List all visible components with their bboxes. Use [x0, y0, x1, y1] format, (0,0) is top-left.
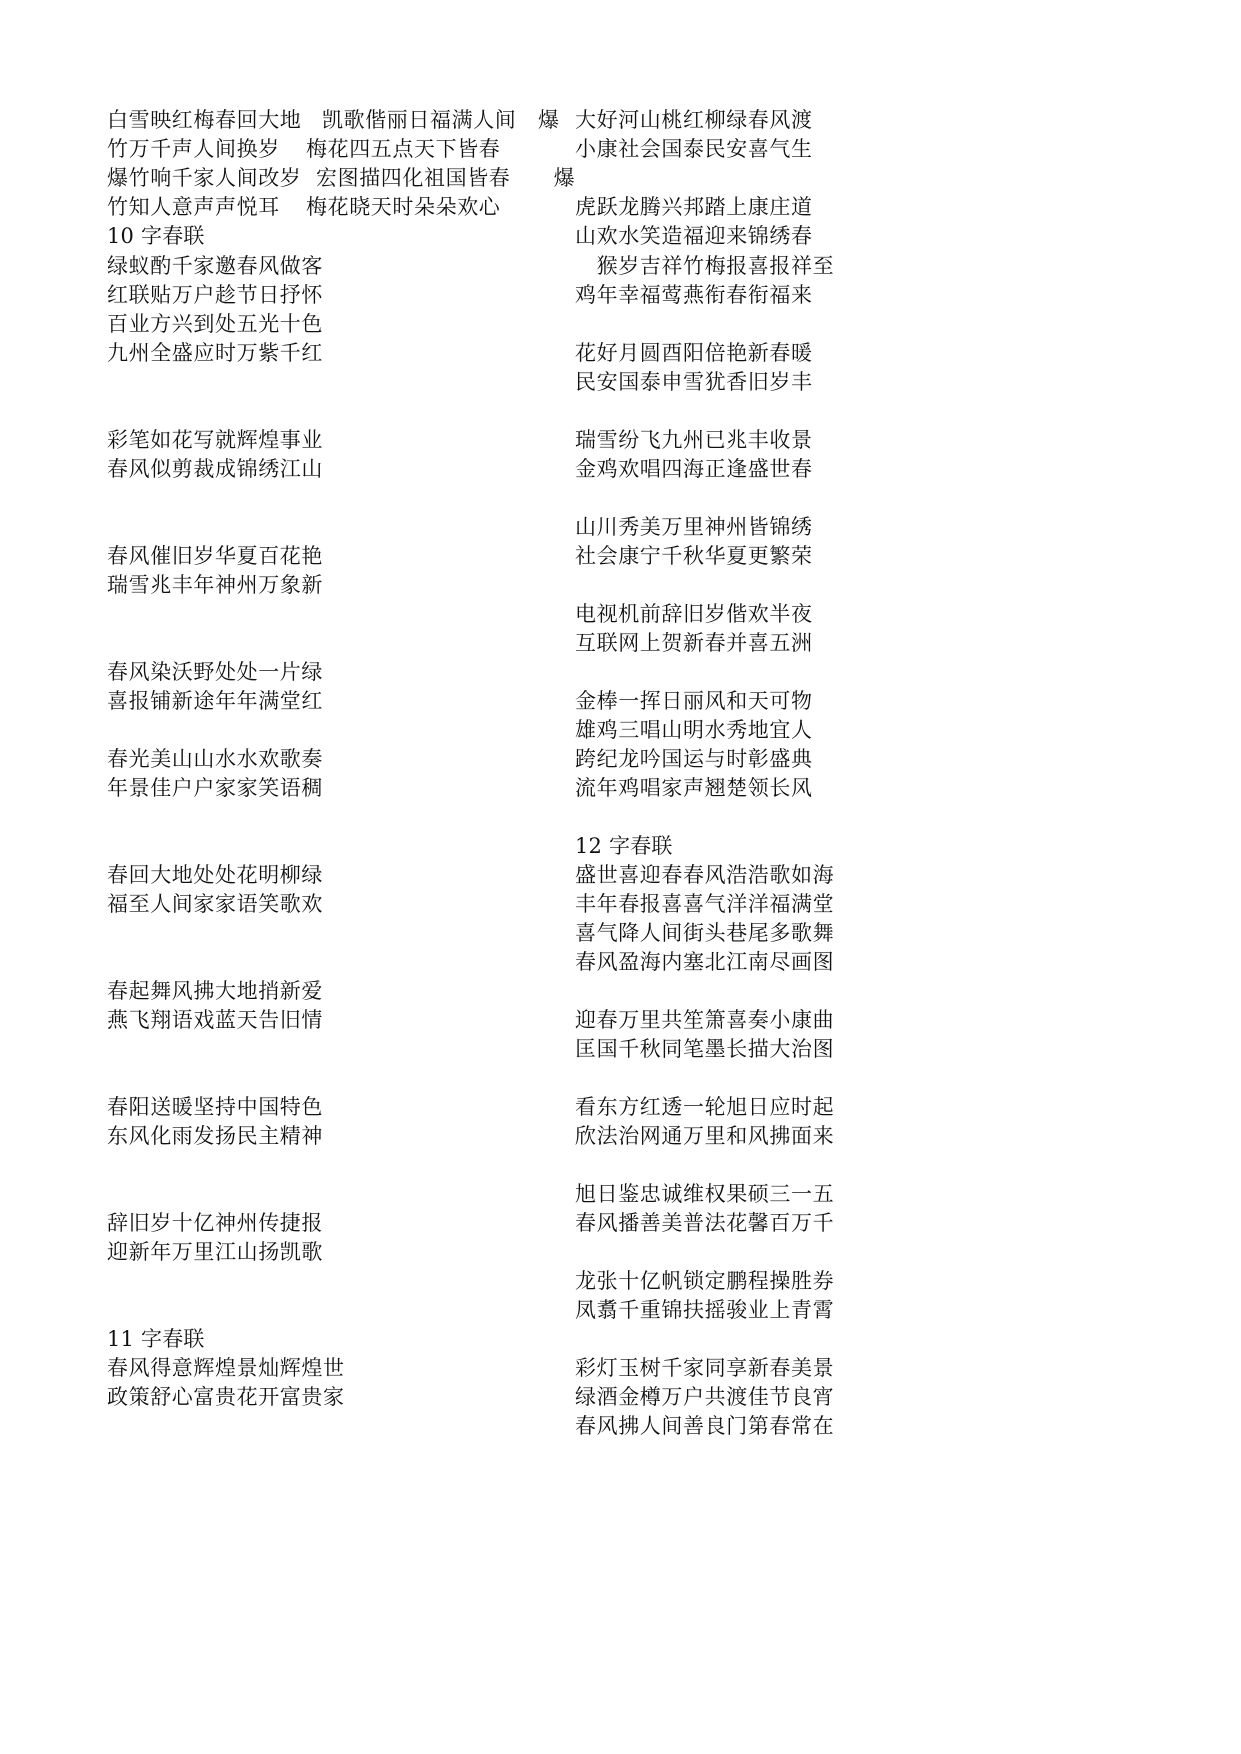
couplet-line: 绿酒金樽万户共渡佳节良宵	[575, 1385, 835, 1409]
couplet-line: 喜报铺新途年年满堂红	[107, 689, 323, 713]
text-line: 爆竹响千家人间改岁	[107, 166, 302, 190]
couplet-line: 绿蚁酌千家邀春风做客	[107, 254, 323, 278]
couplet-line: 小康社会国泰民安喜气生	[575, 137, 813, 161]
couplet-line: 福至人间家家语笑歌欢	[107, 892, 323, 916]
couplet-line: 山欢水笑造福迎来锦绣春	[575, 224, 813, 248]
couplet-line: 政策舒心富贵花开富贵家	[107, 1385, 345, 1409]
couplet-line: 旭日鉴忠诚维权果硕三一五	[575, 1182, 835, 1206]
couplet-line: 匡国千秋同笔墨长描大治图	[575, 1037, 835, 1061]
couplet-line: 雄鸡三唱山明水秀地宜人	[575, 718, 813, 742]
text-line: 白雪映红梅春回大地	[107, 108, 302, 132]
couplet-line: 社会康宁千秋华夏更繁荣	[575, 544, 813, 568]
couplet-line: 凤翥千重锦扶摇骏业上青霄	[575, 1298, 835, 1322]
couplet-line: 金棒一挥日丽风和天可物	[575, 689, 813, 713]
couplet-line: 春风播善美普法花馨百万千	[575, 1211, 835, 1235]
couplet-line: 欣法治网通万里和风拂面来	[575, 1124, 835, 1148]
couplet-line: 看东方红透一轮旭日应时起	[575, 1095, 835, 1119]
couplet-line: 彩笔如花写就辉煌事业	[107, 428, 323, 452]
couplet-line: 春光美山山水水欢歌奏	[107, 747, 323, 771]
couplet-line: 瑞雪纷飞九州已兆丰收景	[575, 428, 813, 452]
text-line: 竹知人意声声悦耳	[107, 195, 280, 219]
couplet-line: 丰年春报喜喜气洋洋福满堂	[575, 892, 835, 916]
couplet-line: 山川秀美万里神州皆锦绣	[575, 515, 813, 539]
couplet-line: 电视机前辞旧岁偕欢半夜	[575, 602, 813, 626]
couplet-line: 东风化雨发扬民主精神	[107, 1124, 323, 1148]
text-line: 竹万千声人间换岁	[107, 137, 280, 161]
couplet-line: 民安国泰申雪犹香旧岁丰	[575, 370, 813, 394]
couplet-line: 鸡年幸福莺燕衔春衔福来	[575, 283, 813, 307]
couplet-line: 迎新年万里江山扬凯歌	[107, 1240, 323, 1264]
couplet-line: 春风拂人间善良门第春常在	[575, 1414, 835, 1438]
couplet-line: 百业方兴到处五光十色	[107, 312, 323, 336]
couplet-line: 龙张十亿帆锁定鹏程操胜券	[575, 1269, 835, 1293]
couplet-line: 迎春万里共笙箫喜奏小康曲	[575, 1008, 835, 1032]
couplet-line: 跨纪龙吟国运与时彰盛典	[575, 747, 813, 771]
couplet-line: 春起舞风拂大地捎新爱	[107, 979, 323, 1003]
couplet-line: 春风催旧岁华夏百花艳	[107, 544, 323, 568]
text-line: 凯歌偕丽日福满人间 爆	[322, 108, 560, 132]
couplet-line: 金鸡欢唱四海正逢盛世春	[575, 457, 813, 481]
couplet-line: 春风得意辉煌景灿辉煌世	[107, 1356, 345, 1380]
couplet-line: 辞旧岁十亿神州传捷报	[107, 1211, 323, 1235]
couplet-line: 猴岁吉祥竹梅报喜报祥至	[575, 254, 835, 278]
couplet-line: 春回大地处处花明柳绿	[107, 863, 323, 887]
couplet-line: 大好河山桃红柳绿春风渡	[575, 108, 813, 132]
couplet-line: 瑞雪兆丰年神州万象新	[107, 573, 323, 597]
couplet-line: 春风盈海内塞北江南尽画图	[575, 950, 835, 974]
couplet-line: 盛世喜迎春春风浩浩歌如海	[575, 863, 835, 887]
couplet-line: 九州全盛应时万紫千红	[107, 341, 323, 365]
section-heading: 11 字春联	[107, 1327, 205, 1351]
couplet-line: 喜气降人间街头巷尾多歌舞	[575, 921, 835, 945]
text-line: 梅花晓天时朵朵欢心	[306, 195, 501, 219]
couplet-line: 红联贴万户趁节日抒怀	[107, 283, 323, 307]
couplet-line: 虎跃龙腾兴邦踏上康庄道	[575, 195, 813, 219]
text-line: 宏图描四化祖国皆春 爆	[316, 166, 576, 190]
section-heading: 12 字春联	[575, 834, 673, 858]
couplet-line: 互联网上贺新春并喜五洲	[575, 631, 813, 655]
section-heading: 10 字春联	[107, 224, 205, 248]
couplet-line: 流年鸡唱家声翘楚领长风	[575, 776, 813, 800]
couplet-line: 花好月圆酉阳倍艳新春暖	[575, 341, 813, 365]
couplet-line: 春风染沃野处处一片绿	[107, 660, 323, 684]
couplet-line: 春风似剪裁成锦绣江山	[107, 457, 323, 481]
couplet-line: 燕飞翔语戏蓝天告旧情	[107, 1008, 323, 1032]
couplet-line: 春阳送暖坚持中国特色	[107, 1095, 323, 1119]
couplet-line: 彩灯玉树千家同享新春美景	[575, 1356, 835, 1380]
couplet-line: 年景佳户户家家笑语稠	[107, 776, 323, 800]
text-line: 梅花四五点天下皆春	[306, 137, 501, 161]
